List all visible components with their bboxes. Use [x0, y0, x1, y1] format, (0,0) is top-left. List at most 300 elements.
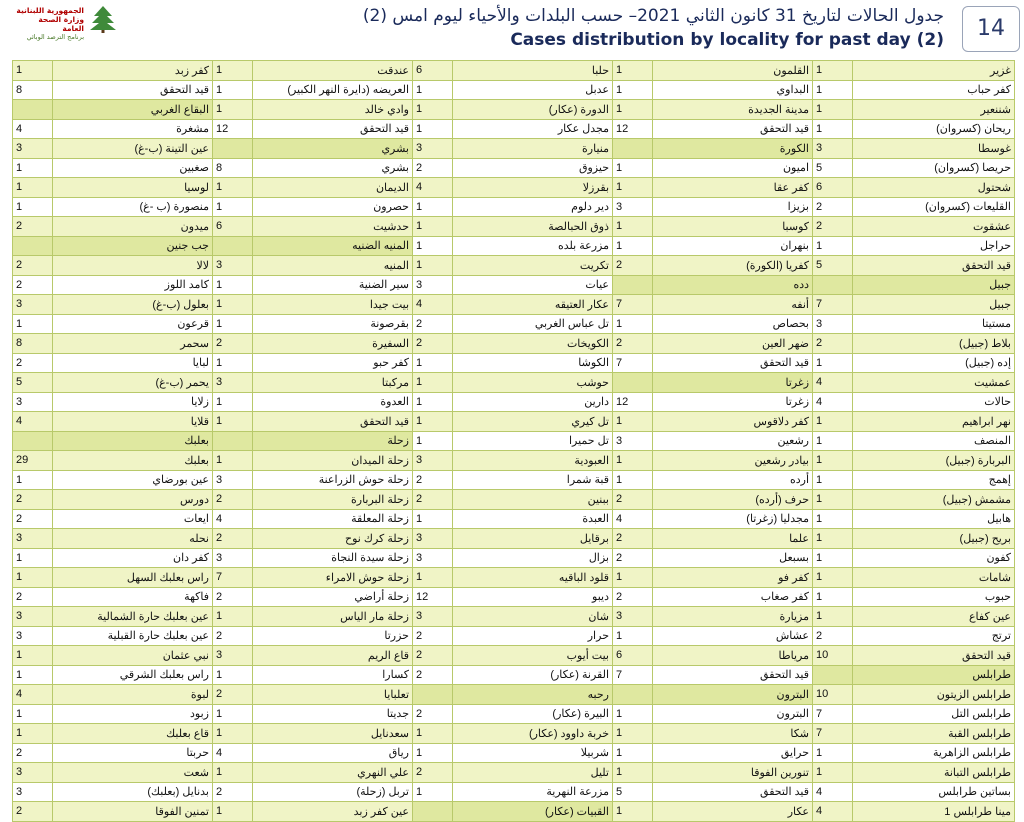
case-count: 1: [413, 412, 453, 432]
locality-name: مينا طرابلس 1: [853, 802, 1015, 822]
locality-name: غوسطا: [853, 139, 1015, 159]
case-count: 12: [613, 392, 653, 412]
table-row: [13, 646, 1015, 666]
case-count: 1: [613, 80, 653, 100]
locality-name: حدشيت: [253, 217, 413, 237]
locality-name: بقرزلا: [453, 178, 613, 198]
case-count: 3: [213, 470, 253, 490]
table-row: [13, 236, 1015, 256]
locality-name: إده (جبيل): [853, 353, 1015, 373]
locality-name: سعدنايل: [253, 724, 413, 744]
table-row: [13, 197, 1015, 217]
locality-name: زبود: [53, 704, 213, 724]
case-count: 4: [813, 373, 853, 393]
locality-name: ضهر العين: [653, 334, 813, 354]
locality-name: حراجل: [853, 236, 1015, 256]
case-count: 1: [613, 178, 653, 198]
locality-name: مركبتا: [253, 373, 413, 393]
locality-name: عيات: [453, 275, 613, 295]
locality-name: جب جنين: [53, 236, 213, 256]
locality-name: زحلة حوش الامراء: [253, 568, 413, 588]
case-count: 1: [413, 743, 453, 763]
table-row: [13, 334, 1015, 354]
locality-name: حبوب: [853, 587, 1015, 607]
case-count: 2: [813, 626, 853, 646]
locality-name: مشغرة: [53, 119, 213, 139]
locality-name: قرعون: [53, 314, 213, 334]
locality-name: شننعير: [853, 100, 1015, 120]
case-count: 1: [413, 568, 453, 588]
locality-name: وادي خالد: [253, 100, 413, 120]
locality-name: عكار: [653, 802, 813, 822]
case-count: 7: [613, 295, 653, 315]
locality-name: لالا: [53, 256, 213, 276]
case-count: 2: [213, 490, 253, 510]
locality-name: القرنة (عكار): [453, 665, 613, 685]
case-count: 2: [413, 763, 453, 783]
case-count: 1: [413, 236, 453, 256]
locality-name: عين بورضاي: [53, 470, 213, 490]
case-count: 2: [13, 275, 53, 295]
case-count: 1: [813, 763, 853, 783]
locality-name: بيادر رشعين: [653, 451, 813, 471]
case-count: 1: [813, 412, 853, 432]
case-count: 2: [413, 334, 453, 354]
locality-name: بيت أيوب: [453, 646, 613, 666]
case-count: 1: [13, 568, 53, 588]
case-count: [213, 139, 253, 159]
case-count: [413, 802, 453, 822]
locality-name: القلمون: [653, 61, 813, 81]
case-count: 2: [13, 587, 53, 607]
case-count: 1: [413, 217, 453, 237]
locality-name: مجدل عكار: [453, 119, 613, 139]
table-row: [13, 373, 1015, 393]
locality-name: رياق: [253, 743, 413, 763]
locality-name: أنفه: [653, 295, 813, 315]
locality-name: مشمش (جبيل): [853, 490, 1015, 510]
case-count: 2: [413, 626, 453, 646]
case-count: 1: [213, 197, 253, 217]
locality-name: القليعات (كسروان): [853, 197, 1015, 217]
locality-name: نحله: [53, 529, 213, 549]
case-count: [13, 100, 53, 120]
case-count: 4: [413, 295, 453, 315]
table-row: [13, 80, 1015, 100]
table-row: [13, 763, 1015, 783]
table-row: [13, 782, 1015, 802]
locality-name: دورس: [53, 490, 213, 510]
case-count: 2: [813, 217, 853, 237]
case-count: 5: [613, 782, 653, 802]
locality-name: كفر فو: [653, 568, 813, 588]
locality-name: شحتول: [853, 178, 1015, 198]
locality-name: مزرعة النهرية: [453, 782, 613, 802]
case-count: 2: [213, 685, 253, 705]
case-count: 3: [213, 373, 253, 393]
case-count: 4: [13, 685, 53, 705]
locality-name: لوسيا: [53, 178, 213, 198]
case-count: 2: [13, 509, 53, 529]
table-row: [13, 178, 1015, 198]
case-count: 8: [13, 334, 53, 354]
case-count: 3: [13, 295, 53, 315]
locality-name: صغبين: [53, 158, 213, 178]
case-count: 2: [413, 665, 453, 685]
case-count: [613, 373, 653, 393]
case-count: 1: [813, 236, 853, 256]
table-row: [13, 217, 1015, 237]
locality-name: بزيزا: [653, 197, 813, 217]
locality-name: البيرة (عكار): [453, 704, 613, 724]
locality-name: عندقت: [253, 61, 413, 81]
case-count: 29: [13, 451, 53, 471]
case-count: 1: [813, 607, 853, 627]
locality-name: بيت جيدا: [253, 295, 413, 315]
locality-name: زحلة مار الياس: [253, 607, 413, 627]
locality-name: الكورة: [653, 139, 813, 159]
locality-name: الكويخات: [453, 334, 613, 354]
locality-name: رشعين: [653, 431, 813, 451]
case-count: 1: [213, 704, 253, 724]
locality-name: حوشب: [453, 373, 613, 393]
locality-name: برقايل: [453, 529, 613, 549]
locality-name: شربيلا: [453, 743, 613, 763]
logo-line-1: الجمهورية اللبنانية: [16, 6, 84, 15]
locality-name: حربتا: [53, 743, 213, 763]
case-count: 5: [13, 373, 53, 393]
locality-name: عين بعلبك حارة القبلية: [53, 626, 213, 646]
locality-name: علي النهري: [253, 763, 413, 783]
locality-name: ديبو: [453, 587, 613, 607]
locality-name: جبيل: [853, 295, 1015, 315]
case-count: 10: [813, 685, 853, 705]
case-count: 3: [413, 139, 453, 159]
locality-name: تكريت: [453, 256, 613, 276]
case-count: 2: [413, 490, 453, 510]
locality-name: علما: [653, 529, 813, 549]
case-count: 3: [13, 392, 53, 412]
case-count: 3: [213, 646, 253, 666]
locality-name: طرابلس التل: [853, 704, 1015, 724]
locality-name: بعلبك: [53, 451, 213, 471]
locality-name: المنيه الضنيه: [253, 236, 413, 256]
case-count: [813, 275, 853, 295]
case-count: 2: [613, 490, 653, 510]
case-count: 3: [413, 607, 453, 627]
case-count: 1: [813, 61, 853, 81]
locality-name: جبيل: [853, 275, 1015, 295]
case-count: 1: [13, 704, 53, 724]
case-count: 12: [613, 119, 653, 139]
locality-name: زحلة حوش الزراعنة: [253, 470, 413, 490]
table-row: [13, 490, 1015, 510]
case-count: 1: [413, 256, 453, 276]
locality-name: يحمر (ب-غ): [53, 373, 213, 393]
case-count: 1: [613, 802, 653, 822]
locality-name: هابيل: [853, 509, 1015, 529]
locality-name: زحلة البربارة: [253, 490, 413, 510]
locality-name: ترتج: [853, 626, 1015, 646]
case-count: 4: [813, 392, 853, 412]
case-count: 1: [413, 373, 453, 393]
table-row: [13, 529, 1015, 549]
table-row: [13, 509, 1015, 529]
table-row: [13, 587, 1015, 607]
case-count: 1: [413, 80, 453, 100]
case-count: 2: [413, 646, 453, 666]
locality-name: بسبعل: [653, 548, 813, 568]
case-count: 4: [213, 509, 253, 529]
case-count: 2: [213, 587, 253, 607]
case-count: 1: [13, 548, 53, 568]
locality-name: سير الضنية: [253, 275, 413, 295]
ministry-logo: [8, 2, 116, 41]
table-row: [13, 119, 1015, 139]
case-count: 1: [613, 743, 653, 763]
locality-name: منصورة (ب -غ): [53, 197, 213, 217]
locality-name: رحبه: [453, 685, 613, 705]
locality-name: بشري: [253, 139, 413, 159]
case-count: 1: [413, 353, 453, 373]
case-count: 3: [413, 275, 453, 295]
case-count: 3: [13, 763, 53, 783]
case-count: 3: [813, 314, 853, 334]
case-count: 3: [13, 782, 53, 802]
locality-name: طرابلس التبانة: [853, 763, 1015, 783]
case-count: 1: [813, 568, 853, 588]
locality-name: زغرتا: [653, 392, 813, 412]
locality-name: تمنين الفوقا: [53, 802, 213, 822]
case-count: [213, 431, 253, 451]
locality-name: تل حميرا: [453, 431, 613, 451]
locality-name: ريحان (كسروان): [853, 119, 1015, 139]
locality-name: العريضه (دايرة النهر الكبير): [253, 80, 413, 100]
locality-name: السفيرة: [253, 334, 413, 354]
case-count: 1: [213, 412, 253, 432]
case-count: 8: [13, 80, 53, 100]
locality-name: بشري: [253, 158, 413, 178]
case-count: 1: [213, 802, 253, 822]
locality-name: لبوة: [53, 685, 213, 705]
page-title-arabic: جدول الحالات لتاريخ 31 كانون الثاني 2021– حسب البلدات والأحياء ليوم امس (2): [362, 6, 944, 26]
locality-name: نبي عثمان: [53, 646, 213, 666]
locality-name: قاع الريم: [253, 646, 413, 666]
locality-name: كفر حباب: [853, 80, 1015, 100]
locality-name: طرابلس الزيتون: [853, 685, 1015, 705]
case-count: 3: [13, 607, 53, 627]
locality-name: مدينة الجديدة: [653, 100, 813, 120]
table-row: [13, 275, 1015, 295]
locality-name: طرابلس الزاهرية: [853, 743, 1015, 763]
cedar-icon: [88, 4, 118, 34]
locality-name: الكوشا: [453, 353, 613, 373]
case-count: 1: [413, 119, 453, 139]
locality-name: قيد التحقق: [653, 782, 813, 802]
table-row: [13, 295, 1015, 315]
case-count: 6: [613, 646, 653, 666]
case-count: 1: [413, 509, 453, 529]
locality-name: ذوق الحبالصة: [453, 217, 613, 237]
table-row: [13, 704, 1015, 724]
case-count: 1: [613, 158, 653, 178]
locality-name: البقاع الغربي: [53, 100, 213, 120]
case-count: 12: [213, 119, 253, 139]
table-row: [13, 743, 1015, 763]
case-count: 4: [813, 782, 853, 802]
locality-name: طرابلس القبة: [853, 724, 1015, 744]
locality-name: دير دلوم: [453, 197, 613, 217]
table-row: [13, 626, 1015, 646]
locality-name: حالات: [853, 392, 1015, 412]
case-count: 4: [13, 412, 53, 432]
locality-name: قيد التحقق: [853, 646, 1015, 666]
locality-name: بلاط (جبيل): [853, 334, 1015, 354]
locality-name: فاكهة: [53, 587, 213, 607]
case-count: 3: [613, 197, 653, 217]
table-row: [13, 665, 1015, 685]
locality-name: حصرون: [253, 197, 413, 217]
case-count: 1: [813, 100, 853, 120]
table-row: [13, 100, 1015, 120]
locality-name: نهر ابراهيم: [853, 412, 1015, 432]
case-count: 1: [813, 743, 853, 763]
locality-name: كفر دلاقوس: [653, 412, 813, 432]
locality-name: اميون: [653, 158, 813, 178]
page-title-english: Cases distribution by locality for past day (2): [510, 30, 944, 50]
locality-name: مزيارة: [653, 607, 813, 627]
case-count: 2: [13, 490, 53, 510]
locality-name: حريصا (كسروان): [853, 158, 1015, 178]
case-count: 3: [413, 451, 453, 471]
locality-name: سحمر: [53, 334, 213, 354]
locality-name: دارين: [453, 392, 613, 412]
locality-name: زحلة الميدان: [253, 451, 413, 471]
case-count: 1: [13, 158, 53, 178]
locality-name: حرار: [453, 626, 613, 646]
case-count: 1: [13, 314, 53, 334]
locality-name: كفون: [853, 548, 1015, 568]
case-count: 2: [13, 802, 53, 822]
case-count: [813, 665, 853, 685]
case-count: 1: [813, 490, 853, 510]
case-count: [213, 236, 253, 256]
case-count: 1: [213, 763, 253, 783]
case-count: 5: [813, 158, 853, 178]
case-count: 1: [613, 314, 653, 334]
locality-name: بساتين طرابلس: [853, 782, 1015, 802]
case-count: 1: [813, 587, 853, 607]
case-count: 4: [413, 178, 453, 198]
locality-name: عين كفر زبد: [253, 802, 413, 822]
cases-table: [12, 60, 1015, 822]
case-count: 1: [813, 451, 853, 471]
locality-name: بعلبك: [53, 431, 213, 451]
table-row: [13, 568, 1015, 588]
locality-name: طرابلس: [853, 665, 1015, 685]
locality-name: زغرتا: [653, 373, 813, 393]
locality-name: حلبا: [453, 61, 613, 81]
case-count: 7: [813, 295, 853, 315]
locality-name: مستيتا: [853, 314, 1015, 334]
table-row: [13, 470, 1015, 490]
table-row: [13, 139, 1015, 159]
case-count: 4: [813, 802, 853, 822]
locality-name: بدنايل (بعلبك): [53, 782, 213, 802]
locality-name: زحلة سيدة النجاة: [253, 548, 413, 568]
locality-name: العبدة: [453, 509, 613, 529]
locality-name: بحصاص: [653, 314, 813, 334]
locality-name: شان: [453, 607, 613, 627]
case-count: [613, 275, 653, 295]
locality-name: شامات: [853, 568, 1015, 588]
case-count: 1: [213, 295, 253, 315]
case-count: 7: [813, 704, 853, 724]
locality-name: عين بعلبك حارة الشمالية: [53, 607, 213, 627]
locality-name: حيزوق: [453, 158, 613, 178]
case-count: 1: [613, 412, 653, 432]
locality-name: جديتا: [253, 704, 413, 724]
table-row: [13, 353, 1015, 373]
case-count: 2: [413, 470, 453, 490]
case-count: 2: [613, 256, 653, 276]
locality-name: ايعات: [53, 509, 213, 529]
locality-name: الديمان: [253, 178, 413, 198]
case-count: 2: [13, 353, 53, 373]
table-row: [13, 724, 1015, 744]
case-count: 1: [613, 704, 653, 724]
locality-name: زحلة كرك نوح: [253, 529, 413, 549]
locality-name: شعت: [53, 763, 213, 783]
case-count: 1: [813, 431, 853, 451]
locality-name: حرف (أرده): [653, 490, 813, 510]
locality-name: حرايق: [653, 743, 813, 763]
locality-name: العبودية: [453, 451, 613, 471]
logo-text: [16, 6, 84, 42]
locality-name: القبيات (عكار): [453, 802, 613, 822]
case-count: 3: [413, 529, 453, 549]
locality-name: البترون: [653, 685, 813, 705]
table-row: [13, 607, 1015, 627]
locality-name: زلايا: [53, 392, 213, 412]
locality-name: كفر صغاب: [653, 587, 813, 607]
case-count: 1: [213, 314, 253, 334]
locality-name: تليل: [453, 763, 613, 783]
case-count: 1: [13, 178, 53, 198]
case-count: [413, 685, 453, 705]
locality-name: عين التينة (ب-غ): [53, 139, 213, 159]
locality-name: قيد التحقق: [653, 353, 813, 373]
case-count: 1: [13, 665, 53, 685]
locality-name: بزال: [453, 548, 613, 568]
case-count: [13, 431, 53, 451]
page-number-box: 14: [962, 6, 1020, 52]
case-count: 2: [13, 256, 53, 276]
locality-name: بقرصونة: [253, 314, 413, 334]
case-count: 1: [613, 626, 653, 646]
locality-name: زحلة: [253, 431, 413, 451]
case-count: 1: [813, 119, 853, 139]
case-count: 7: [613, 665, 653, 685]
table-row: [13, 61, 1015, 81]
table-row: [13, 802, 1015, 822]
locality-name: قلايا: [53, 412, 213, 432]
case-count: 1: [13, 646, 53, 666]
case-count: 1: [613, 451, 653, 471]
case-count: 1: [213, 275, 253, 295]
case-count: 6: [213, 217, 253, 237]
case-count: 7: [613, 353, 653, 373]
